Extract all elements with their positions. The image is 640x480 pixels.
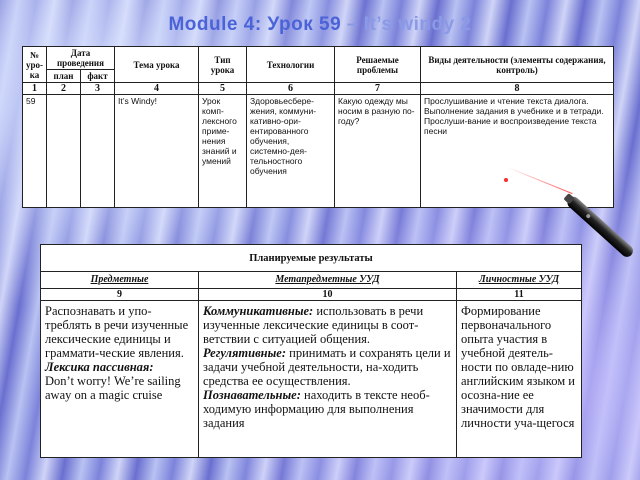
cell-subject-results xyxy=(41,301,199,458)
planned-results-table xyxy=(40,244,582,458)
subject-text: Распознавать и упо-треблять в речи изученные лексические единицы и граммати-ческие явления. xyxy=(45,304,189,360)
cell-plan xyxy=(47,95,81,208)
cell-activities: Прослушивание и чтение текста диалога. Выполнение задания в учебнике и в тетради. Прослуши-вание и воспроизведение текста песни xyxy=(421,95,614,208)
slide-title xyxy=(0,14,640,36)
col-number: 3 xyxy=(81,83,115,95)
cog-label: Познавательные: xyxy=(203,388,301,402)
planned-results-caption: Планируемые результаты xyxy=(41,245,582,272)
cell-tech: Здоровьесбере-жения, коммуни-кативно-ори-ентированного обучения, системно-дея-тельностного обучения xyxy=(247,95,335,208)
cell-type: Урок комп-лексного приме-нения знаний и умений xyxy=(199,95,247,208)
table-row xyxy=(41,301,582,458)
header-subject: Предметные xyxy=(41,272,199,289)
table-row xyxy=(23,95,614,208)
laser-dot xyxy=(504,178,508,182)
slide-title-suffix: – It’s windy 2 xyxy=(341,14,472,35)
col-number: 2 xyxy=(47,83,81,95)
header-activities: Виды деятельности (элементы содержания, контроль) xyxy=(421,47,614,83)
comm-text: использовать в речи изученные лексические единицы в соот-ветствии с ситуацией общения. xyxy=(203,304,424,346)
passive-vocab-label: Лексика пассивная: xyxy=(45,360,154,374)
col-number: 4 xyxy=(115,83,199,95)
col-number: 7 xyxy=(335,83,421,95)
slide-title-main: Module 4: Урок 59 xyxy=(168,14,342,35)
header-tech: Технологии xyxy=(247,47,335,83)
header-fact: факт xyxy=(81,70,115,83)
comm-label: Коммуникативные: xyxy=(203,304,314,318)
col-number: 1 xyxy=(23,83,47,95)
col-number: 5 xyxy=(199,83,247,95)
header-meta: Метапредметные УУД xyxy=(199,272,457,289)
reg-text: принимать и сохранять цели и задачи учебной деятельности, на-ходить средства ее осуществления. xyxy=(203,346,451,388)
cell-meta-results xyxy=(199,301,457,458)
cell-lesson-no: 59 xyxy=(23,95,47,208)
header-type: Тип урока xyxy=(199,47,247,83)
col-number: 8 xyxy=(421,83,614,95)
col-number: 10 xyxy=(199,289,457,301)
reg-label: Регулятивные: xyxy=(203,346,286,360)
header-topic: Тема урока xyxy=(115,47,199,83)
cell-personal-results: Формирование первоначального опыта участия в учебной деятель-ности по овладе-нию английским языком и осозна-ние ее значимости для личности уча-щегося xyxy=(457,301,582,458)
cell-problems: Какую одежду мы носим в разную по-году? xyxy=(335,95,421,208)
header-date: Дата проведения xyxy=(47,47,115,70)
cell-topic: It’s Windy! xyxy=(115,95,199,208)
header-plan: план xyxy=(47,70,81,83)
lesson-plan-table xyxy=(22,46,614,208)
col-number: 6 xyxy=(247,83,335,95)
col-number: 9 xyxy=(41,289,199,301)
header-personal: Личностные УУД xyxy=(457,272,582,289)
cog-text: находить в тексте необ-ходимую информацию для выполнения задания xyxy=(203,388,430,430)
passive-vocab-text: Don’t worry! We’re sailing away on a magic cruise xyxy=(45,374,181,402)
header-lesson-no: № уро-ка xyxy=(23,47,47,83)
cell-fact xyxy=(81,95,115,208)
header-problems: Решаемые проблемы xyxy=(335,47,421,83)
col-number: 11 xyxy=(457,289,582,301)
